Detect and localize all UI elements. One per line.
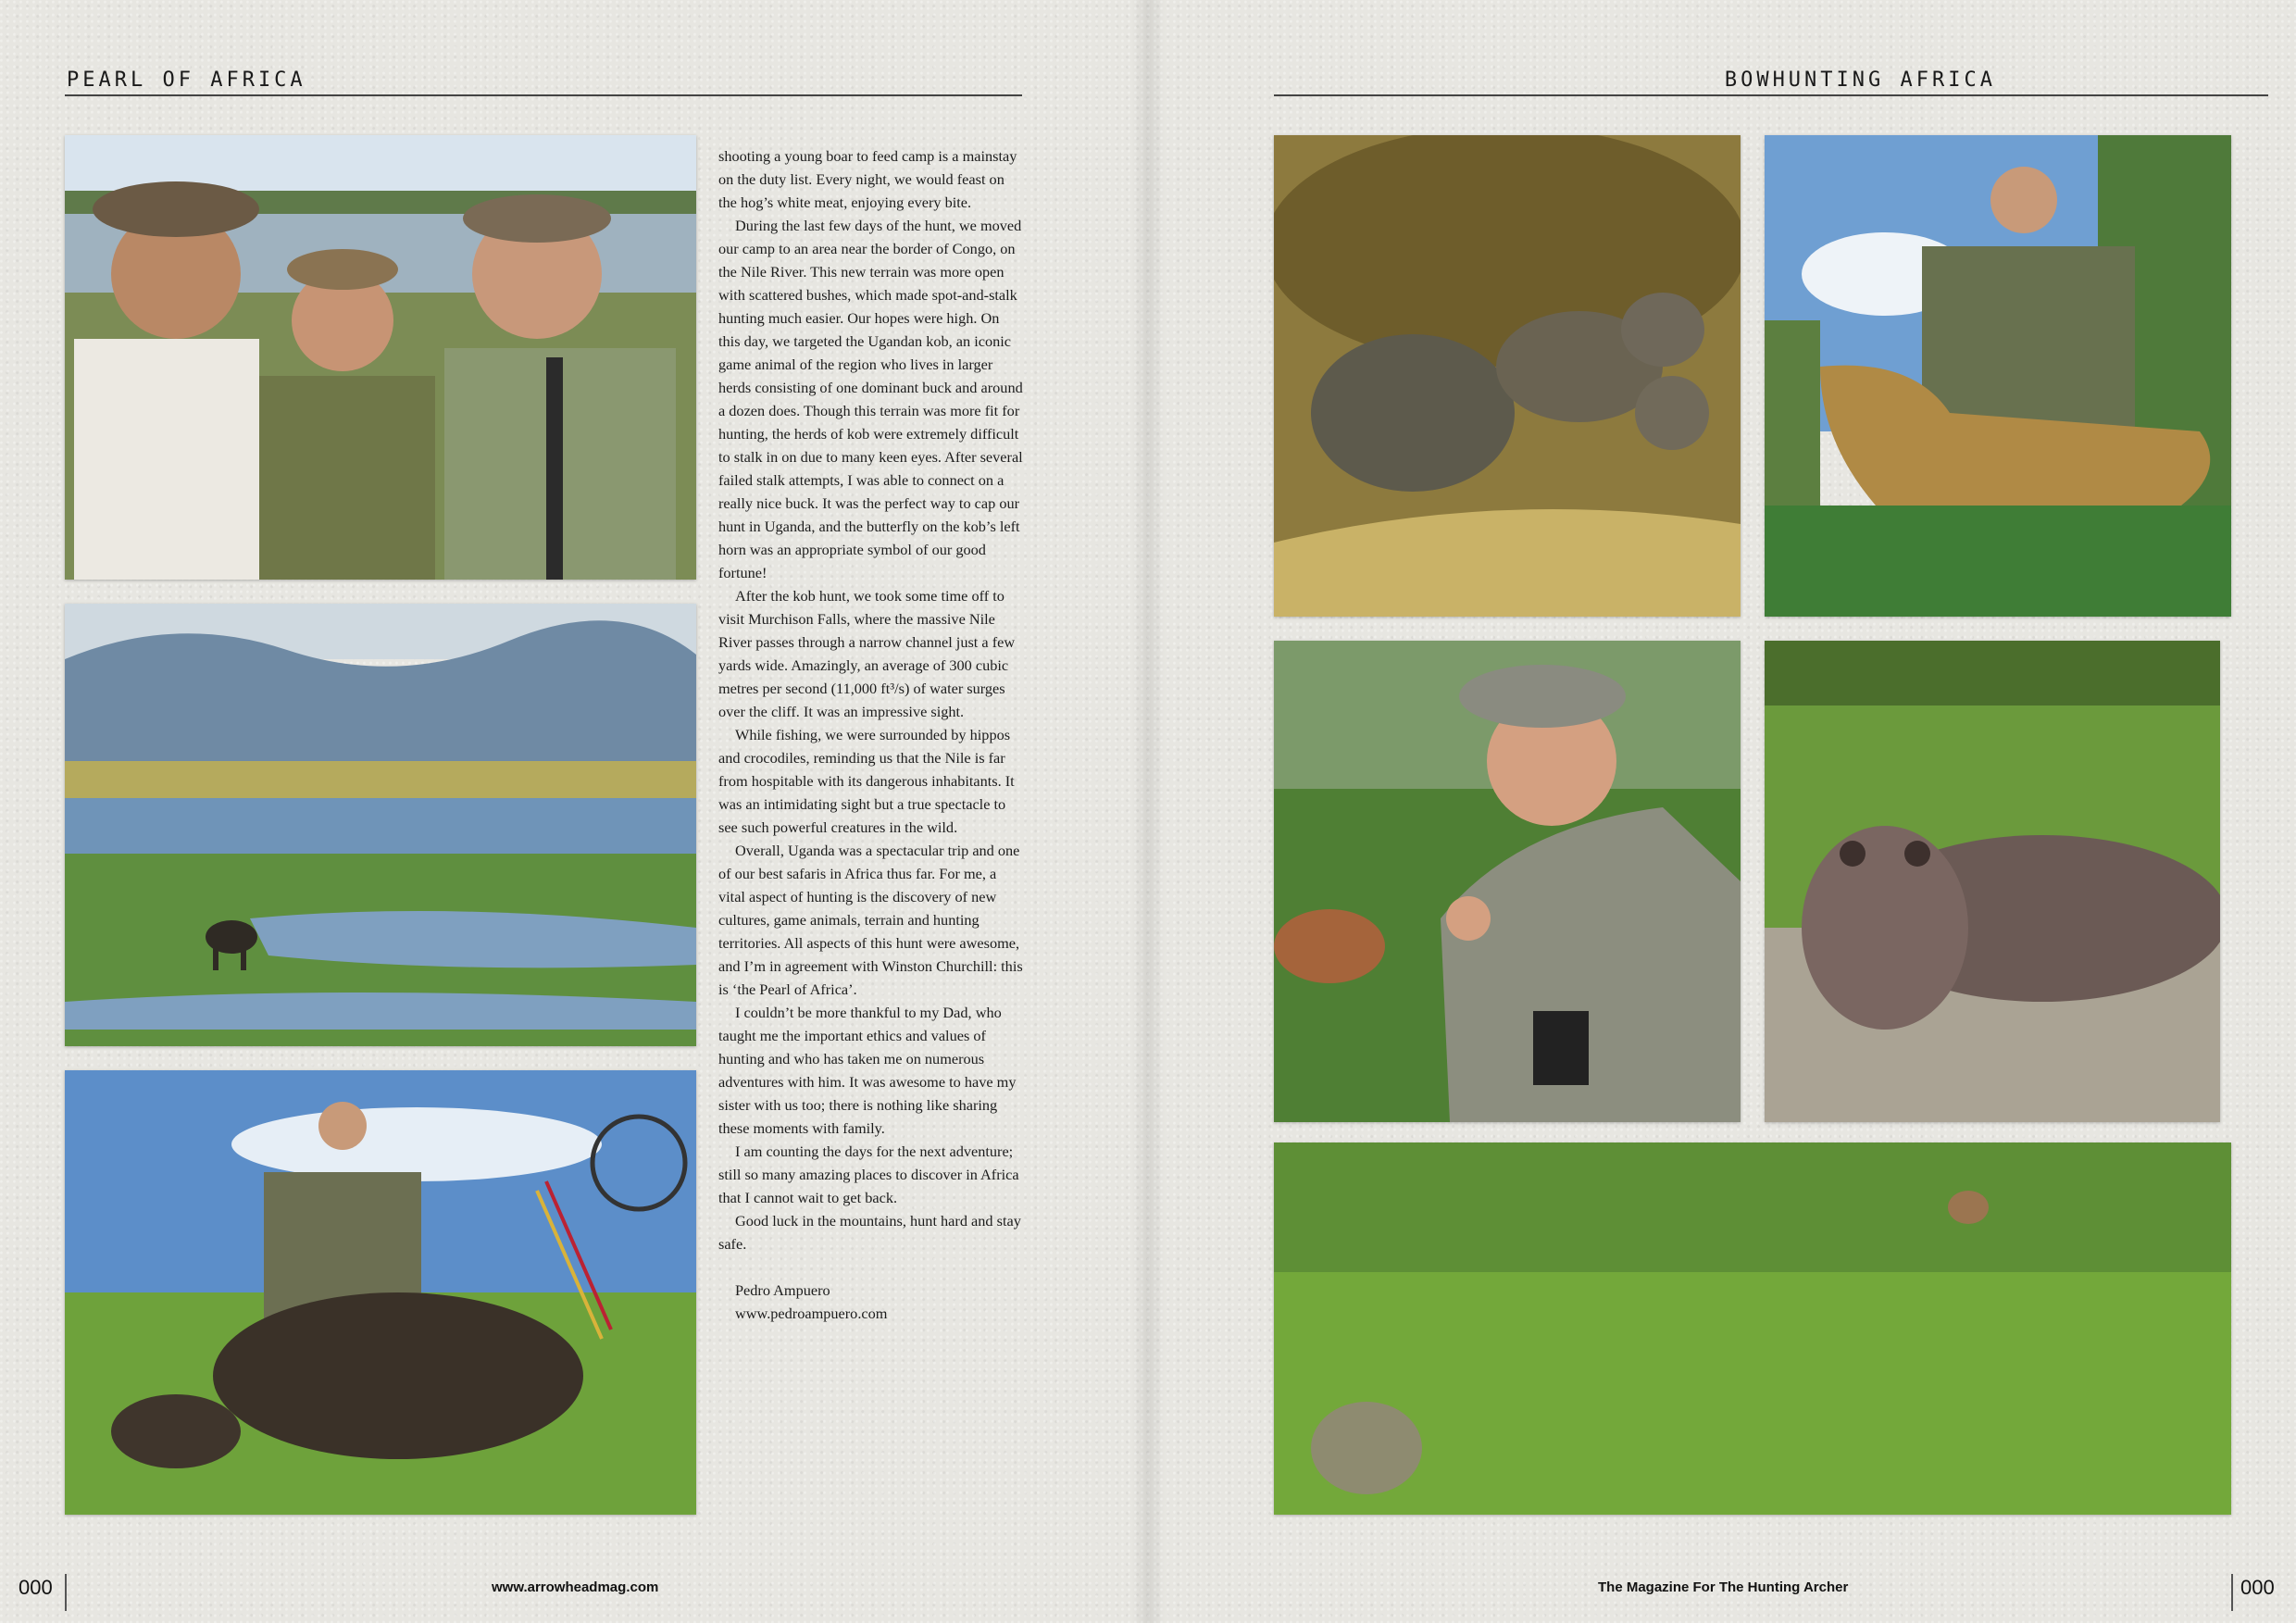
article-paragraph: I couldn’t be more thankful to my Dad, who taught me the important ethics and values of hunting and who has taken me on numerous adventures with him. It was awesome to have my sister with us too; there is nothing like sharing these moments with family. <box>718 1004 1017 1137</box>
author-name: Pedro Ampuero <box>735 1281 830 1299</box>
left-page-number: 000 <box>19 1576 53 1599</box>
photo-grassland-stalk <box>1274 1142 2231 1515</box>
photo-hippo-river <box>1765 641 2220 1122</box>
footer-tagline: The Magazine For The Hunting Archer <box>1598 1579 1849 1595</box>
article-paragraph: I am counting the days for the next adventure; still so many amazing places to discover in Africa that I cannot wait to get back. <box>718 1142 1019 1206</box>
article-paragraph: Good luck in the mountains, hunt hard and stay safe. <box>718 1212 1021 1253</box>
article-paragraph: While fishing, we were surrounded by hippos and crocodiles, reminding us that the Nile is far from hospitable with its dangerous inhabitants. It was an intimidating sight but a true spectacle to see such powerful creatures in the wild. <box>718 726 1015 836</box>
photo-hunter-antelope <box>1765 135 2231 617</box>
photo-three-hunters-lake <box>65 135 696 580</box>
article-paragraph: shooting a young boar to feed camp is a mainstay on the duty list. Every night, we would feast on the hog’s white meat, enjoying every bite. <box>718 147 1017 211</box>
left-running-header: PEARL OF AFRICA <box>67 69 306 92</box>
article-paragraph: After the kob hunt, we took some time off to visit Murchison Falls, where the massive Nile River passes through a narrow channel just a few yards wide. Amazingly, an average of 300 cubic metres per second (11,000 ft³/s) of water surges over the cliff. It was an impressive sight. <box>718 587 1016 720</box>
right-page-number: 000 <box>2240 1576 2275 1599</box>
right-header-rule <box>1274 94 2268 96</box>
photo-hunter-celebrating <box>1274 641 1741 1122</box>
left-header-rule <box>65 94 1022 96</box>
left-footer-divider <box>65 1574 67 1611</box>
article-paragraph: During the last few days of the hunt, we moved our camp to an area near the border of Congo, on the Nile River. This new terrain was more open with scattered bushes, which made spot-and-stalk hunting much easier. Our hopes were high. On this day, we targeted the Ugandan kob, an iconic game animal of the region who lives in larger herds consisting of one dominant buck and around a dozen does. Though this terrain was more fit for hunting, the herds of kob were extremely difficult to stalk in on due to many keen eyes. After several failed stalk attempts, I was able to connect on a really nice buck. It was the perfect way to cap our hunt in Uganda, and the butterfly on the kob’s left horn was an appropriate symbol of our good fortune! <box>718 217 1023 581</box>
author-signature <box>718 1279 1024 1325</box>
footer-website[interactable]: www.arrowheadmag.com <box>492 1579 659 1595</box>
photo-hunter-warthog <box>65 1070 696 1515</box>
article-paragraph: Overall, Uganda was a spectacular trip and one of our best safaris in Africa thus far. For me, a vital aspect of hunting is the discovery of new cultures, game animals, terrain and hunting territories. All aspects of this hunt were awesome, and I’m in agreement with Winston Churchill: this is ‘the Pearl of Africa’. <box>718 842 1023 998</box>
photo-warthogs-burrow <box>1274 135 1741 617</box>
right-page: BOWHUNTING AFRICA The Magazine For The Hunting Archer 000 <box>1148 0 2296 1623</box>
right-footer-divider <box>2231 1574 2233 1611</box>
author-website[interactable]: www.pedroampuero.com <box>735 1305 888 1322</box>
article-body <box>718 144 1024 1325</box>
photo-buffalo-wetland <box>65 604 696 1046</box>
